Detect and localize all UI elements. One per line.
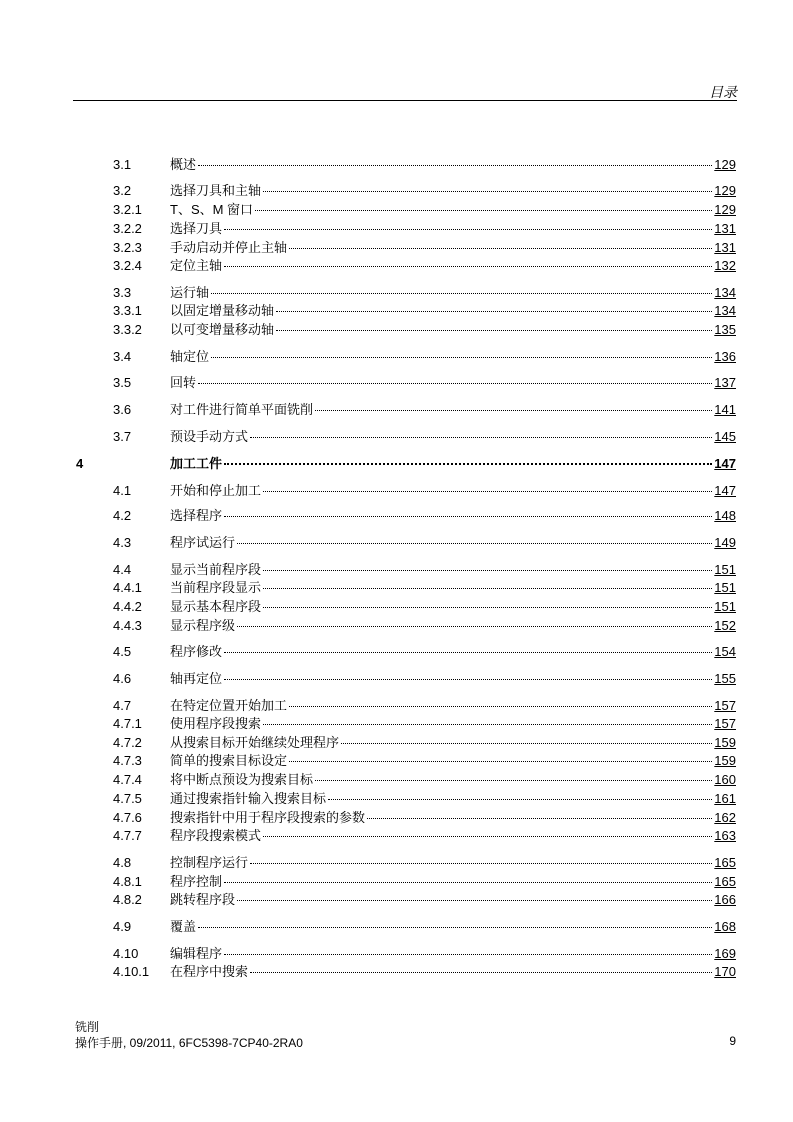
toc-entry-number: 4.9 — [113, 919, 132, 934]
toc-entry[interactable] — [0, 402, 793, 418]
toc-entry-title: 选择程序 — [170, 508, 223, 523]
toc-entry-page-link[interactable]: 159 — [714, 753, 736, 768]
toc-entry-page-link[interactable]: 151 — [714, 562, 736, 577]
toc-entry[interactable] — [0, 810, 793, 826]
toc-entry[interactable] — [0, 753, 793, 769]
toc-entry-number: 4.7.1 — [113, 716, 142, 731]
toc-chapter-title: 加工工件 — [170, 456, 223, 471]
toc-entry-page-link[interactable]: 148 — [714, 508, 736, 523]
dot-leader — [211, 356, 712, 358]
toc-entry-title: 选择刀具和主轴 — [170, 183, 262, 198]
toc-entry-page-link[interactable]: 160 — [714, 772, 736, 787]
footer-book-title: 铣削 — [75, 1020, 100, 1034]
toc-entry-page-link[interactable]: 165 — [714, 855, 736, 870]
dot-leader — [263, 835, 712, 837]
toc-entry-number: 3.2 — [113, 183, 132, 198]
toc-entry[interactable] — [0, 483, 793, 499]
toc-entry-number: 3.2.3 — [113, 240, 142, 255]
toc-entry-number: 3.2.1 — [113, 202, 142, 217]
toc-entry-title: 程序试运行 — [170, 535, 236, 550]
toc-entry-title: 程序控制 — [170, 874, 223, 889]
dot-leader — [224, 651, 712, 653]
toc-entry-page-link[interactable]: 159 — [714, 735, 736, 750]
toc-entry-title: 预设手动方式 — [170, 429, 249, 444]
toc-entry-page-link[interactable]: 152 — [714, 618, 736, 633]
toc-entry-page-link[interactable]: 129 — [714, 183, 736, 198]
dot-leader — [263, 490, 712, 492]
toc-entry-page-link[interactable]: 131 — [714, 221, 736, 236]
toc-entry[interactable] — [0, 303, 793, 319]
toc-entry[interactable] — [0, 258, 793, 274]
dot-leader — [198, 382, 712, 384]
toc-entry-page-link[interactable]: 134 — [714, 303, 736, 318]
toc-entry-number: 4.7 — [113, 698, 132, 713]
toc-entry-page-link[interactable]: 129 — [714, 157, 736, 172]
toc-entry-number: 4.8.1 — [113, 874, 142, 889]
toc-entry-title: 在程序中搜索 — [170, 964, 249, 979]
toc-entry-title: 选择刀具 — [170, 221, 223, 236]
toc-entry[interactable] — [0, 892, 793, 908]
toc-entry-number: 3.4 — [113, 349, 132, 364]
toc-entry-number: 4.4.1 — [113, 580, 142, 595]
dot-leader — [315, 779, 712, 781]
dot-leader — [237, 625, 712, 627]
toc-entry-number: 4.7.6 — [113, 810, 142, 825]
toc-entry-page-link[interactable]: 157 — [714, 716, 736, 731]
dot-leader — [224, 228, 712, 230]
toc-entry-page-link[interactable]: 134 — [714, 285, 736, 300]
toc-entry[interactable] — [0, 874, 793, 890]
toc-entry-page-link[interactable]: 131 — [714, 240, 736, 255]
toc-entry-title: 跳转程序段 — [170, 892, 236, 907]
toc-entry-title: 回转 — [170, 375, 197, 390]
toc-entry[interactable] — [0, 919, 793, 935]
toc-entry-title: 通过搜索指针输入搜索目标 — [170, 791, 327, 806]
toc-entry-title: 显示基本程序段 — [170, 599, 262, 614]
toc-entry-title: 开始和停止加工 — [170, 483, 262, 498]
toc-entry-page-link[interactable]: 169 — [714, 946, 736, 961]
toc-entry-page-link[interactable]: 161 — [714, 791, 736, 806]
toc-entry-number: 4.8.2 — [113, 892, 142, 907]
toc-entry-number: 4.7.3 — [113, 753, 142, 768]
toc-entry-title: 轴定位 — [170, 349, 210, 364]
footer-page-number: 9 — [729, 1034, 736, 1048]
toc-entry[interactable] — [0, 618, 793, 634]
toc-entry-number: 4.7.2 — [113, 735, 142, 750]
toc-entry[interactable] — [0, 157, 793, 173]
toc-entry[interactable] — [0, 671, 793, 687]
toc-entry-number: 4.5 — [113, 644, 132, 659]
dot-leader — [289, 247, 712, 249]
toc-entry[interactable] — [0, 349, 793, 365]
toc-entry-title: 覆盖 — [170, 919, 197, 934]
footer-manual-info: 操作手册, 09/2011, 6FC5398-7CP40-2RA0 — [75, 1036, 303, 1050]
toc-entry-title: 对工件进行简单平面铣削 — [170, 402, 314, 417]
dot-leader — [224, 265, 712, 267]
toc-entry-page-link[interactable]: 151 — [714, 599, 736, 614]
dot-leader — [198, 926, 712, 928]
toc-entry[interactable] — [0, 183, 793, 199]
dot-leader — [250, 862, 712, 864]
toc-chapter-entry[interactable] — [0, 456, 793, 472]
toc-entry[interactable] — [0, 964, 793, 980]
toc-entry-title: 程序修改 — [170, 644, 223, 659]
dot-leader — [211, 292, 712, 294]
toc-entry-title: T、S、M 窗口 — [170, 202, 254, 217]
dot-leader — [237, 542, 712, 544]
toc-entry-number: 4.7.5 — [113, 791, 142, 806]
toc-chapter-number: 4 — [76, 456, 84, 471]
toc-entry-number: 3.2.4 — [113, 258, 142, 273]
toc-entry-page-link[interactable]: 145 — [714, 429, 736, 444]
toc-entry-page-link[interactable]: 157 — [714, 698, 736, 713]
toc-entry[interactable] — [0, 735, 793, 751]
toc-entry-title: 以固定增量移动轴 — [170, 303, 275, 318]
toc-entry-title: 简单的搜索目标设定 — [170, 753, 288, 768]
toc-entry-page-link[interactable]: 168 — [714, 919, 736, 934]
toc-entry[interactable] — [0, 322, 793, 338]
dot-leader — [276, 329, 712, 331]
toc-entry-page-link[interactable]: 132 — [714, 258, 736, 273]
toc-entry-number: 3.3.1 — [113, 303, 142, 318]
dot-leader — [255, 209, 712, 211]
toc-entry-title: 显示当前程序段 — [170, 562, 262, 577]
dot-leader — [315, 409, 712, 411]
header-title: 目录 — [709, 86, 737, 101]
dot-leader — [276, 310, 712, 312]
toc-chapter-page-link[interactable]: 147 — [714, 456, 736, 471]
toc-entry-page-link[interactable]: 155 — [714, 671, 736, 686]
dot-leader — [263, 606, 712, 608]
dot-leader — [224, 881, 712, 883]
toc-entry[interactable] — [0, 855, 793, 871]
toc-entry-number: 4.3 — [113, 535, 132, 550]
toc-entry-page-link[interactable]: 136 — [714, 349, 736, 364]
dot-leader — [224, 515, 712, 517]
dot-leader — [224, 678, 712, 680]
toc-entry-title: 概述 — [170, 157, 197, 172]
toc-entry-number: 3.6 — [113, 402, 132, 417]
toc-entry-number: 4.7.4 — [113, 772, 142, 787]
toc-entry[interactable] — [0, 375, 793, 391]
toc-entry-title: 从搜索目标开始继续处理程序 — [170, 735, 340, 750]
toc-entry-title: 使用程序段搜索 — [170, 716, 262, 731]
dot-leader — [224, 462, 712, 465]
toc-entry-page-link[interactable]: 137 — [714, 375, 736, 390]
toc-entry-page-link[interactable]: 149 — [714, 535, 736, 550]
toc-entry[interactable] — [0, 599, 793, 615]
toc-entry-number: 3.3 — [113, 285, 132, 300]
toc-entry[interactable] — [0, 221, 793, 237]
toc-entry-page-link[interactable]: 147 — [714, 483, 736, 498]
dot-leader — [263, 587, 712, 589]
toc-entry-page-link[interactable]: 165 — [714, 874, 736, 889]
toc-entry-page-link[interactable]: 166 — [714, 892, 736, 907]
toc-entry-number: 3.3.2 — [113, 322, 142, 337]
toc-entry[interactable] — [0, 580, 793, 596]
toc-entry-number: 3.5 — [113, 375, 132, 390]
dot-leader — [328, 798, 712, 800]
dot-leader — [289, 705, 712, 707]
toc-entry[interactable] — [0, 644, 793, 660]
toc-entry-number: 4.10.1 — [113, 964, 150, 979]
toc-entry-page-link[interactable]: 151 — [714, 580, 736, 595]
toc-entry-title: 当前程序段显示 — [170, 580, 262, 595]
toc-entry[interactable] — [0, 429, 793, 445]
toc-entry[interactable] — [0, 562, 793, 578]
dot-leader — [263, 723, 712, 725]
toc-entry-page-link[interactable]: 162 — [714, 810, 736, 825]
dot-leader — [289, 760, 712, 762]
toc-entry-title: 编辑程序 — [170, 946, 223, 961]
toc-entry-number: 4.7.7 — [113, 828, 142, 843]
toc-entry-number: 4.8 — [113, 855, 132, 870]
toc-entry-title: 搜索指针中用于程序段搜索的参数 — [170, 810, 366, 825]
toc-entry[interactable] — [0, 240, 793, 256]
toc-entry-page-link[interactable]: 154 — [714, 644, 736, 659]
dot-leader — [367, 817, 712, 819]
dot-leader — [263, 190, 712, 192]
toc-entry[interactable] — [0, 535, 793, 551]
toc-entry-number: 4.4.2 — [113, 599, 142, 614]
toc-entry-title: 轴再定位 — [170, 671, 223, 686]
toc-entry[interactable] — [0, 285, 793, 301]
toc-entry-number: 4.1 — [113, 483, 132, 498]
toc-entry-number: 4.4.3 — [113, 618, 142, 633]
toc-entry-title: 在特定位置开始加工 — [170, 698, 288, 713]
dot-leader — [250, 436, 712, 438]
toc-entry-title: 手动启动并停止主轴 — [170, 240, 288, 255]
toc-entry[interactable] — [0, 772, 793, 788]
toc-entry-page-link[interactable]: 170 — [714, 964, 736, 979]
toc-entry[interactable] — [0, 698, 793, 714]
toc-entry-page-link[interactable]: 141 — [714, 402, 736, 417]
toc-entry[interactable] — [0, 791, 793, 807]
toc-entry-title: 定位主轴 — [170, 258, 223, 273]
toc-entry-page-link[interactable]: 129 — [714, 202, 736, 217]
dot-leader — [198, 164, 712, 166]
toc-entry-page-link[interactable]: 135 — [714, 322, 736, 337]
toc-entry-number: 3.2.2 — [113, 221, 142, 236]
dot-leader — [250, 971, 712, 973]
toc-entry-number: 4.6 — [113, 671, 132, 686]
dot-leader — [341, 742, 712, 744]
dot-leader — [224, 953, 712, 955]
toc-entry[interactable] — [0, 202, 793, 218]
toc-entry-title: 控制程序运行 — [170, 855, 249, 870]
toc-entry-title: 以可变增量移动轴 — [170, 322, 275, 337]
toc-entry-number: 4.4 — [113, 562, 132, 577]
toc-entry-number: 4.10 — [113, 946, 139, 961]
toc-entry-title: 程序段搜索模式 — [170, 828, 262, 843]
toc-entry-number: 3.1 — [113, 157, 132, 172]
toc-entry-title: 运行轴 — [170, 285, 210, 300]
toc-entry-number: 3.7 — [113, 429, 132, 444]
toc-entry-title: 将中断点预设为搜索目标 — [170, 772, 314, 787]
toc-entry[interactable] — [0, 946, 793, 962]
toc-entry[interactable] — [0, 828, 793, 844]
dot-leader — [263, 569, 712, 571]
toc-entry[interactable] — [0, 716, 793, 732]
toc-entry-page-link[interactable]: 163 — [714, 828, 736, 843]
toc-entry-number: 4.2 — [113, 508, 132, 523]
toc-entry-title: 显示程序级 — [170, 618, 236, 633]
toc-entry[interactable] — [0, 508, 793, 524]
dot-leader — [237, 899, 712, 901]
